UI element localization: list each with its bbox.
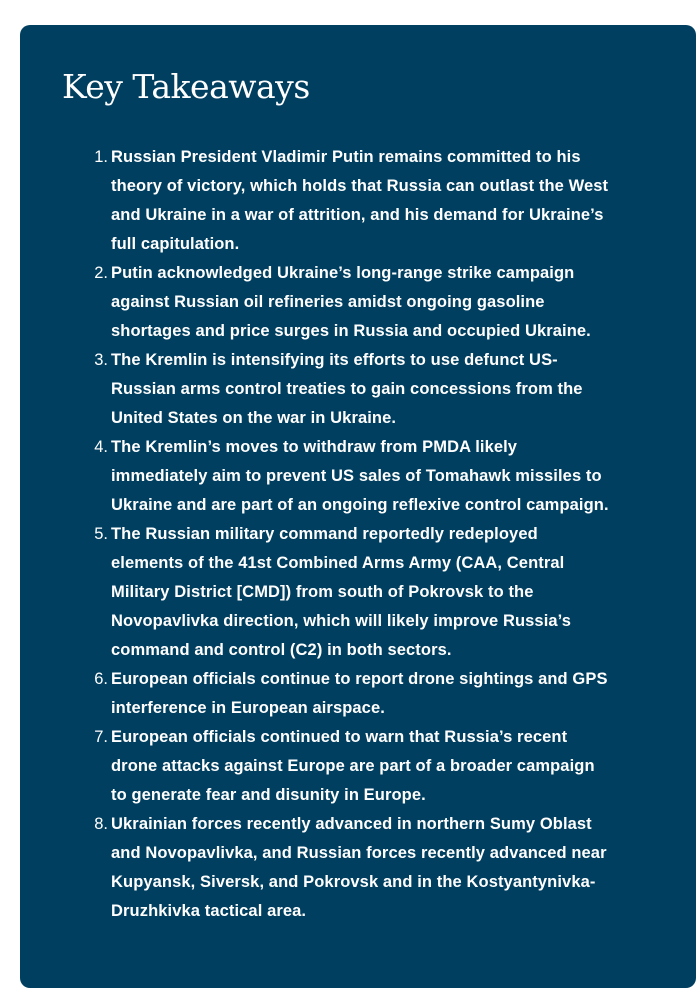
takeaway-number: 7. [94, 728, 108, 746]
takeaway-text-line: full capitulation. [111, 235, 240, 253]
takeaway-text-line: United States on the war in Ukraine. [111, 409, 397, 427]
takeaway-text-line: Kupyansk, Siversk, and Pokrovsk and in the Kostyantynivka- [111, 873, 596, 891]
takeaway-text-line: shortages and price surges in Russia and occupied Ukraine. [111, 322, 591, 340]
takeaway-text-line: drone attacks against Europe are part of a broader campaign [111, 757, 595, 775]
takeaway-text-line: The Kremlin’s moves to withdraw from PMDA likely [111, 438, 518, 456]
takeaway-number: 5. [94, 525, 108, 543]
takeaway-text-line: Russian arms control treaties to gain concessions from the [111, 380, 583, 398]
takeaway-text-line: European officials continued to warn that Russia’s recent [111, 728, 568, 746]
takeaway-text-line: and Novopavlivka, and Russian forces recently advanced near [111, 844, 607, 862]
takeaway-item [20, 346, 609, 433]
takeaway-text-line: and Ukraine in a war of attrition, and his demand for Ukraine’s [111, 206, 604, 224]
takeaway-number: 4. [94, 438, 108, 456]
takeaway-text-line: elements of the 41st Combined Arms Army (CAA, Central [111, 554, 565, 572]
key-takeaways-card [20, 25, 696, 988]
takeaway-number: 8. [94, 815, 108, 833]
takeaway-item [20, 665, 609, 723]
takeaway-text-line: Ukrainian forces recently advanced in northern Sumy Oblast [111, 815, 592, 833]
takeaway-text-line: European officials continue to report drone sightings and GPS [111, 670, 608, 688]
takeaway-item [20, 259, 609, 346]
takeaway-number: 6. [94, 670, 108, 688]
takeaway-text-line: Druzhkivka tactical area. [111, 902, 307, 920]
takeaway-number: 2. [94, 264, 108, 282]
takeaway-text-line: command and control (C2) in both sectors. [111, 641, 452, 659]
takeaway-item [20, 520, 609, 665]
takeaway-text-line: interference in European airspace. [111, 699, 385, 717]
takeaway-item [20, 723, 609, 810]
takeaway-item [20, 143, 609, 259]
takeaway-text-line: Novopavlivka direction, which will likely improve Russia’s [111, 612, 572, 630]
takeaway-text-line: theory of victory, which holds that Russia can outlast the West [111, 177, 609, 195]
takeaway-text-line: Ukraine and are part of an ongoing reflexive control campaign. [111, 496, 609, 514]
page-title: Key Takeaways [62, 67, 310, 106]
takeaway-number: 3. [94, 351, 108, 369]
takeaway-text-line: The Russian military command reportedly redeployed [111, 525, 538, 543]
takeaway-text-line: Russian President Vladimir Putin remains committed to his [111, 148, 581, 166]
takeaway-number: 1. [94, 148, 108, 166]
takeaway-text-line: to generate fear and disunity in Europe. [111, 786, 426, 804]
takeaway-text-line: Putin acknowledged Ukraine’s long-range strike campaign [111, 264, 575, 282]
takeaway-text-line: The Kremlin is intensifying its efforts to use defunct US- [111, 351, 558, 369]
takeaway-text-line: Military District [CMD]) from south of Pokrovsk to the [111, 583, 534, 601]
takeaways-list [20, 143, 609, 926]
takeaway-item [20, 810, 609, 926]
takeaway-text-line: against Russian oil refineries amidst ongoing gasoline [111, 293, 545, 311]
takeaway-text-line: immediately aim to prevent US sales of Tomahawk missiles to [111, 467, 602, 485]
takeaway-item [20, 433, 609, 520]
